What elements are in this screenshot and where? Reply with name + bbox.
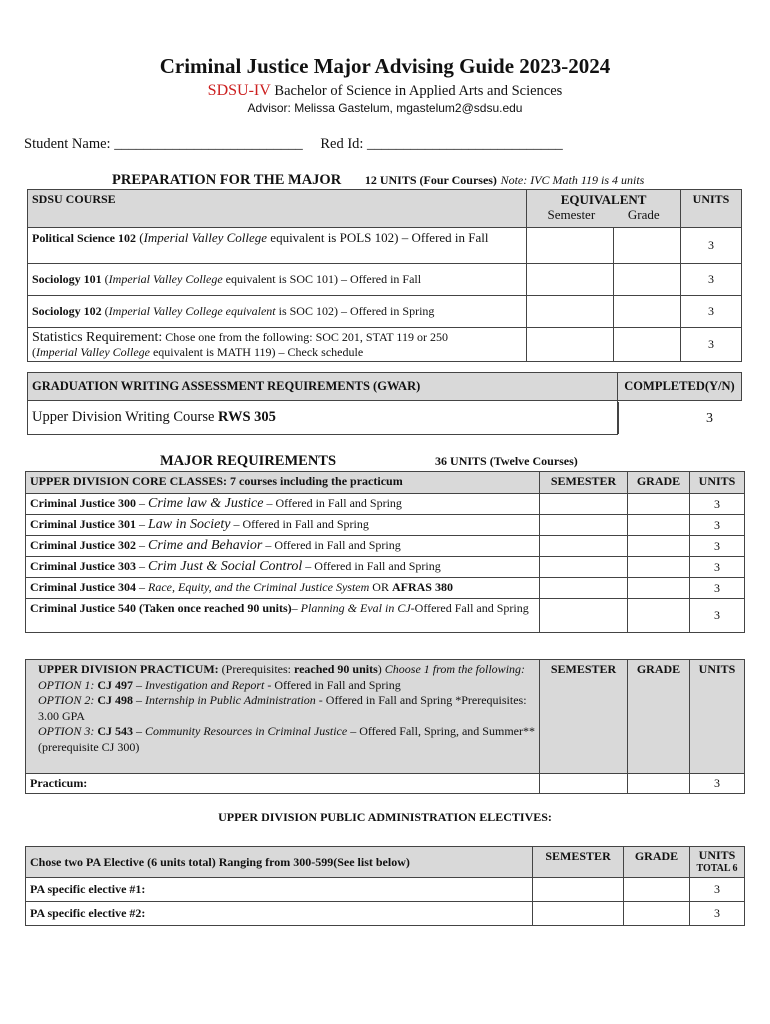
grade-cell[interactable]	[614, 264, 681, 296]
semester-cell[interactable]	[527, 328, 614, 362]
prep-ivc-note: Note: IVC Math 119 is 4 units	[500, 173, 645, 187]
semester-cell[interactable]	[540, 557, 628, 578]
student-info	[24, 136, 563, 153]
semester-cell[interactable]	[533, 902, 624, 926]
semester-cell[interactable]	[540, 578, 628, 599]
prep-table	[27, 189, 742, 362]
col-sdsu-course: SDSU COURSE	[28, 190, 527, 228]
practicum-row-label: Practicum:	[26, 774, 540, 794]
gwar-divider	[618, 402, 619, 434]
table-row: Criminal Justice 302 – Crime and Behavior – Offered in Fall and Spring 3	[26, 536, 745, 557]
grade-cell[interactable]	[624, 878, 690, 902]
col-grade: GRADE	[628, 660, 690, 774]
col-semester: SEMESTER	[540, 660, 628, 774]
prep-heading: PREPARATION FOR THE MAJOR	[112, 172, 342, 188]
table-row: Sociology 101 (Imperial Valley College equivalent is SOC 101) – Offered in Fall 3	[28, 264, 742, 296]
student-name-field[interactable]: Student Name: __________________________	[24, 136, 303, 152]
grade-cell[interactable]	[628, 774, 690, 794]
table-row: Criminal Justice 304 – Race, Equity, and the Criminal Justice System OR AFRAS 380 3	[26, 578, 745, 599]
semester-cell[interactable]	[527, 264, 614, 296]
table-row: PA specific elective #2: 3	[26, 902, 745, 926]
practicum-table	[25, 659, 745, 794]
red-id-field[interactable]: Red Id: ___________________________	[320, 136, 563, 152]
major-heading-line	[160, 452, 578, 470]
col-units: UNITS TOTAL 6	[690, 847, 745, 878]
electives-table	[25, 846, 745, 926]
electives-table-heading: Chose two PA Elective (6 units total) Ranging from 300-599(See list below)	[26, 847, 533, 878]
col-semester: SEMESTER	[533, 847, 624, 878]
semester-cell[interactable]	[540, 515, 628, 536]
practicum-description: UPPER DIVISION PRACTICUM: (Prerequisites: reached 90 units) Choose 1 from the following: OPTION 1: CJ 497 – Investigation and Report - Offered in Fall and Spring OPTION 2: CJ 498 – Internship in Public Administration - Offered in Fall and Spring *Prerequisites: 3.00 GPA OPTION 3: CJ 543 – Community Resources in Criminal Justice – Offered Fall, Spring, and Summer** (prerequisite CJ 300)	[26, 660, 540, 774]
col-grade: GRADE	[628, 472, 690, 494]
advisor-line: Advisor: Melissa Gastelum, mgastelum2@sdsu.edu	[247, 101, 523, 115]
grade-cell[interactable]	[628, 578, 690, 599]
semester-cell[interactable]	[527, 228, 614, 264]
prep-units-note: 12 UNITS (Four Courses)	[364, 173, 497, 187]
major-units-note: 36 UNITS (Twelve Courses)	[435, 454, 578, 468]
table-row: Practicum: 3	[26, 774, 745, 794]
electives-heading: UPPER DIVISION PUBLIC ADMINISTRATION ELECTIVES:	[218, 810, 552, 824]
semester-cell[interactable]	[540, 536, 628, 557]
page-title: Criminal Justice Major Advising Guide 2023-2024	[159, 54, 611, 78]
core-table	[25, 471, 745, 633]
col-units: UNITS	[681, 190, 742, 228]
semester-cell[interactable]	[540, 774, 628, 794]
major-heading: MAJOR REQUIREMENTS	[160, 453, 337, 469]
grade-cell[interactable]	[628, 536, 690, 557]
grade-cell[interactable]	[628, 494, 690, 515]
gwar-units: 3	[706, 411, 713, 426]
grade-cell[interactable]	[614, 296, 681, 328]
table-row: Statistics Requirement: Chose one from the following: SOC 201, STAT 119 or 250 (Imperial Valley College equivalent is MATH 119) – Check schedule 3	[28, 328, 742, 362]
col-grade: GRADE	[624, 847, 690, 878]
table-row: Criminal Justice 540 (Taken once reached 90 units)– Planning & Eval in CJ-Offered Fall and Spring 3	[26, 599, 745, 633]
semester-cell[interactable]	[533, 878, 624, 902]
gwar-table	[27, 372, 742, 435]
grade-cell[interactable]	[628, 515, 690, 536]
table-row: Criminal Justice 303 – Crim Just & Social Control – Offered in Fall and Spring 3	[26, 557, 745, 578]
col-units: UNITS	[690, 660, 745, 774]
table-row: Political Science 102 (Imperial Valley College equivalent is POLS 102) – Offered in Fall 3	[28, 228, 742, 264]
col-equivalent: EQUIVALENT Semester Grade	[527, 190, 681, 228]
col-completed: COMPLETED(Y/N)	[618, 373, 742, 401]
table-row: Sociology 102 (Imperial Valley College equivalent is SOC 102) – Offered in Spring 3	[28, 296, 742, 328]
table-row: Upper Division Writing Course RWS 305	[28, 401, 742, 435]
table-row: Criminal Justice 301 – Law in Society – Offered in Fall and Spring 3	[26, 515, 745, 536]
core-heading: UPPER DIVISION CORE CLASSES: 7 courses including the practicum	[26, 472, 540, 494]
table-row: Criminal Justice 300 – Crime law & Justice – Offered in Fall and Spring 3	[26, 494, 745, 515]
degree-line	[0, 82, 770, 100]
grade-cell[interactable]	[614, 328, 681, 362]
table-row: PA specific elective #1: 3	[26, 878, 745, 902]
grade-cell[interactable]	[628, 599, 690, 633]
degree-name: Bachelor of Science in Applied Arts and Sciences	[274, 83, 563, 99]
semester-cell[interactable]	[540, 599, 628, 633]
prep-heading-line	[112, 172, 644, 189]
grade-cell[interactable]	[614, 228, 681, 264]
col-semester: SEMESTER	[540, 472, 628, 494]
campus-name: SDSU-IV	[207, 82, 271, 99]
grade-cell[interactable]	[628, 557, 690, 578]
semester-cell[interactable]	[540, 494, 628, 515]
semester-cell[interactable]	[527, 296, 614, 328]
col-units: UNITS	[690, 472, 745, 494]
gwar-heading: GRADUATION WRITING ASSESSMENT REQUIREMENTS (GWAR)	[28, 373, 618, 401]
grade-cell[interactable]	[624, 902, 690, 926]
